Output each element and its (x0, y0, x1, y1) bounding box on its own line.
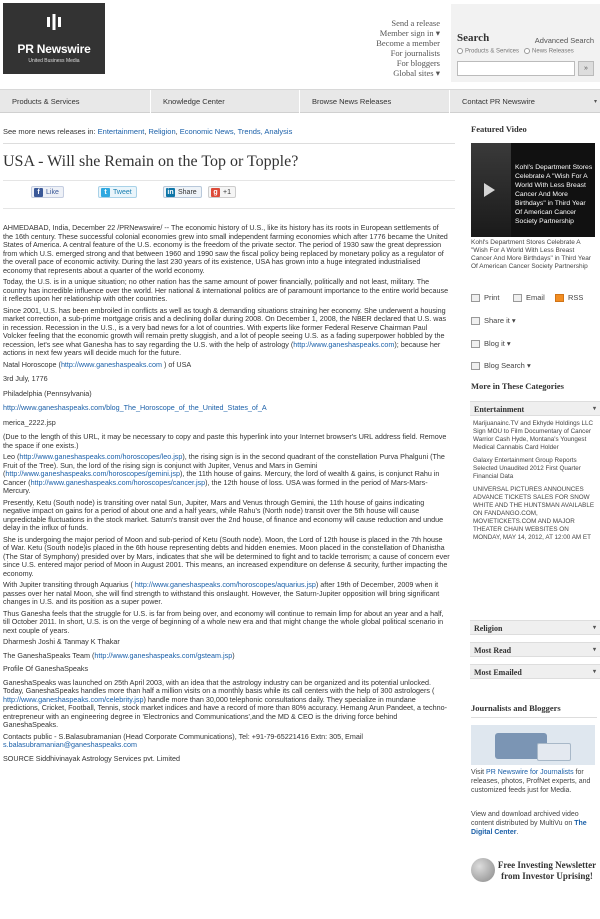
social-buttons (3, 186, 455, 202)
email-icon (513, 294, 522, 302)
blog-link-tail: merica_2222.jsp (3, 417, 56, 427)
blog-it-menu[interactable]: Blog it ▾ (471, 339, 511, 348)
chevron-down-icon: ▾ (592, 669, 596, 675)
most-read-header[interactable]: Most Read ▾ (470, 642, 600, 657)
ganeshaspeaks-link[interactable]: http://www.ganeshaspeaks.com (60, 359, 163, 369)
nav-browse-news[interactable]: Browse News Releases (299, 90, 449, 113)
paragraph-jupiter: With Jupiter transiting through Aquarius ( http://www.ganeshaspeaks.com/horoscopes/aquarius.jsp) after 19th of December, 2009 when it passes over her natal Moon, she will find strength to withstand this onslaught. However, the Saturn-Jupiter opposition will bring significant changes in U.S. and its position as a super power. (3, 580, 440, 606)
main-nav (0, 89, 600, 113)
nav-contact[interactable]: Contact PR Newswire (449, 90, 600, 113)
rss-button[interactable]: RSS (555, 293, 583, 302)
logo-mark-icon (45, 13, 63, 31)
contact-email-link[interactable]: s.balasubramanian@ganeshaspeaks.com (3, 740, 137, 749)
divider (3, 208, 455, 209)
featured-video-player[interactable] (471, 143, 595, 237)
products-radio[interactable] (457, 48, 463, 54)
category-economic-link[interactable]: Economic News, Trends, Analysis (179, 127, 293, 136)
divider (3, 180, 455, 181)
journalists-bloggers-title: Journalists and Bloggers (471, 703, 561, 713)
digital-center-promo: View and download archived video content distributed by MultiVu on The Digital Center. (471, 811, 587, 836)
blog-icon (471, 340, 480, 348)
paragraph-ketu: Presently, Ketu (South node) is transiting over natal Sun, Jupiter, Mars and Venus through Gemini, the 11th house of gains indicating negative impact on gains for a period of about one and a half years, while Rahu's (North node) transit over the 5th house will cause unpredictable fluctuations in the stock market. Saturn's transit over the 2nd house, of finance and economy will cause reduction and undue delay in the influx of funds. (3, 497, 444, 532)
google-plus-icon: g (211, 188, 220, 197)
main-content (0, 113, 460, 919)
sidebar (467, 113, 600, 919)
nav-knowledge-center[interactable]: Knowledge Center (150, 90, 299, 113)
authors-line: Dharmesh Joshi & Tanmay K Thakar (3, 637, 120, 646)
newsletter-text: Free Investing Newsletter from Investor Uprising! (497, 860, 597, 881)
email-button[interactable]: Email (513, 293, 545, 302)
send-release-link[interactable]: Send a release (391, 18, 440, 28)
tweet-button[interactable] (98, 186, 137, 198)
plus-one-label: +1 (223, 189, 231, 196)
paragraph-profile: GaneshaSpeaks was launched on 25th April 2003, with an idea that the astrology industry can be organized and its potential unlocked. Today, GaneshaSpeaks handles more than half a million visits on a monthly basis while its call centers with the help of 300 astrologers ( http://www.ganeshaspeaks.com/celebrity.jsp) handle more than 30,000 telephonic consultations daily. They specialize in mundane predictions, Cricket, Football, Tennis, stock market indices and have a record of more than 80% accuracy. Hemang Arun Pandeet, a techno-entrepreneur with an engineering degree in 'Electronics and Communications',and the MD & CEO is the driving force behind GaneshaSpeaks. (3, 677, 447, 729)
print-icon (471, 294, 480, 302)
gsteam-link[interactable]: http://www.ganeshaspeaks.com/gsteam.jsp (94, 650, 233, 660)
facebook-like-button[interactable] (31, 186, 64, 198)
cancer-link[interactable]: http://www.ganeshaspeaks.com/horoscopes/cancer.jsp (30, 477, 206, 487)
logo-name: PR Newswire (17, 42, 91, 56)
profile-heading: Profile Of GaneshaSpeaks (3, 664, 89, 673)
divider (471, 717, 597, 718)
top-links (376, 18, 440, 78)
celebrity-link[interactable]: http://www.ganeshaspeaks.com/celebrity.jsp (3, 694, 144, 704)
article-title: USA - Will she Remain on the Top or Topple? (3, 153, 299, 170)
member-sign-in-link[interactable]: Member sign in ▾ (379, 28, 440, 38)
category-religion-link[interactable]: Religion (148, 127, 176, 136)
linkedin-icon: in (167, 189, 174, 196)
source-line: SOURCE Siddhivinayak Astrology Services pvt. Limited (3, 753, 180, 763)
news-radio[interactable] (524, 48, 530, 54)
facebook-icon: f (34, 188, 43, 197)
list-item[interactable]: UNIVERSAL PICTURES ANNOUNCES ADVANCE TICKETS SALES FOR SNOW WHITE AND THE HUNTSMAN AVAILABLE ON FANDANGO.COM, MOVIETICKETS.COM AND MAJOR THEATER CHAIN WEBSITES ON MONDAY, MAY 14, 2012, AT 12:00 AM ET (473, 486, 595, 541)
blog-search-menu[interactable]: Blog Search ▾ (471, 361, 531, 370)
journalists-promo: Visit PR Newswire for Journalists for releases, photos, ProfNet experts, and customized feeds just for Media. (471, 769, 591, 794)
date-line: 3rd July, 1776 (3, 374, 48, 383)
investing-newsletter-promo[interactable] (471, 858, 597, 918)
paragraph-moon: She is undergoing the major period of Moon and sub-period of Ketu (South node). Moon, the Lord of 12th house is placed in the 7th house of War. Ketu (South node)is placed in the 6th house representing debts and hidden enemies. Moon placed in the constellation of Dhanistha (The Star of Symphony) presided over by Mars, indicates that she will be determined to fight and to tackle terrorism; a cause of concern ever since U.S. entered major period of Moon in August 2001. This means, an increased expenditure on defense & security, further impacting the economy. (3, 534, 450, 578)
digital-center-link[interactable]: The Digital Center (471, 820, 587, 836)
global-sites-link[interactable]: Global sites ▾ (393, 68, 440, 78)
become-member-link[interactable]: Become a member (376, 38, 440, 48)
paragraph-intro: AHMEDABAD, India, December 22 /PRNewswire/ -- The economic history of U.S., like its history has its roots in European settlements of the 16th century. These successful colonial economies grew into small independent farming economies which after 1776 became the United States of America. A central feature of the U.S. economy is the freedom of the private sector. The period of 1930 saw the great depression from which U.S. emerged strong and that between 1960 and 1990 saw the fiscal policy being replaced by monetary policy as a regulator of the overall pace of economic activity. During the last 230 years of its existence, USA has grown into a huge integrated industrialised economy that represents about a quarter of the world economy. (3, 223, 448, 275)
paragraph-conclusion: Thus Ganesha feels that the struggle for U.S. is far from being over, and economy will continue to remain limp for about an year and a half, till October 2011. In short, U.S. is on the verge of beginning of a whole new era and that might change the whole global political scenario in next couple of years. (3, 608, 444, 635)
news-option-label: News Releases (532, 48, 574, 55)
logo-subtitle: United Business Media (28, 58, 80, 64)
linkedin-share-button[interactable] (163, 186, 202, 198)
video-overlay-text: Kohl's Department Stores Celebrate A "Wish For A World With Less Breast Cancer And More Birthdays" in Third Year Of American Cancer Society Partnership (515, 164, 593, 225)
search-input[interactable] (457, 61, 575, 76)
chevron-down-icon: ▾ (592, 647, 596, 653)
newsletter-globe-icon (471, 858, 495, 882)
pr-newswire-journalists-link[interactable]: PR Newswire for Journalists (486, 769, 574, 776)
tweet-label: Tweet (113, 189, 132, 196)
nav-dropdown-arrow-icon[interactable]: ▾ (593, 99, 597, 105)
like-label: Like (46, 189, 59, 196)
video-caption[interactable]: Kohl's Department Stores Celebrate A "Wish For A World With Less Breast Cancer And More Birthdays" in Third Year Of American Cancer Society Partnership (471, 239, 591, 270)
gemini-link[interactable]: http://www.ganeshaspeaks.com/horoscopes/gemini.jsp (5, 469, 180, 478)
entertainment-list (473, 420, 597, 547)
paragraph-recession: Since 2001, U.S. has been embroiled in conflicts as well as tough & demanding situations straining her economy. She underwent a housing market correction, a sub-prime mortgage crisis and a declining dollar during 2008. On December 1, 2008, the NBER declared that U.S. was in recession. Recession in the U.S., is a very bad news for a lot of countries. With experts like former Federal Reserve Chairman Paul Volcker feeling that the economic growth will remain pretty sluggish, and a lot of people seeing U.S. as a fading superpower hobbled by the recession, let's see what Ganesha has to say regarding the U.S. with the help of astrology (http://www.ganeshaspeaks.com); because her actions in next few years will decide much for the future. (3, 305, 447, 357)
for-journalists-link[interactable]: For journalists (390, 48, 440, 58)
see-more-label: See more news releases in: (3, 127, 96, 136)
share-icon (471, 317, 480, 325)
journalists-image[interactable] (471, 725, 595, 765)
search-go-button[interactable]: » (578, 61, 594, 76)
paragraph-natal: Natal Horoscope (http://www.ganeshaspeaks.com ) of USA (3, 359, 192, 369)
category-entertainment-header[interactable]: Entertainment ▾ (470, 401, 600, 416)
chevron-down-icon: ▾ (592, 625, 596, 631)
aquarius-link[interactable]: http://www.ganeshaspeaks.com/horoscopes/aquarius.jsp (134, 580, 316, 589)
blog-search-icon (471, 362, 480, 370)
pr-newswire-logo[interactable] (3, 3, 105, 74)
blog-link[interactable]: http://www.ganeshaspeaks.com/blog_The_Horoscope_of_the_United_States_of_A (3, 403, 267, 412)
advanced-search-link[interactable]: Advanced Search (534, 36, 594, 45)
place-line: Philadelphia (Pennsylvania) (3, 388, 92, 398)
rss-icon (555, 294, 564, 302)
url-note: (Due to the length of this URL, it may be necessary to copy and paste this hyperlink into your Internet browser's URL address field. Remove the space if one exists.) (3, 432, 447, 450)
search-panel (451, 4, 600, 82)
see-more-releases: See more news releases in: Entertainment, Religion, Economic News, Trends, Analysis (3, 127, 293, 136)
contact-line: Contacts public - S.Balasubramanian (Head Corporate Communications), Tel: +91-79-65221416 Extn: 305, Email (3, 731, 364, 741)
featured-video-title: Featured Video (471, 124, 527, 134)
for-bloggers-link[interactable]: For bloggers (396, 58, 440, 68)
ganeshaspeaks-link[interactable]: http://www.ganeshaspeaks.com (293, 339, 395, 349)
leo-link[interactable]: http://www.ganeshaspeaks.com/horoscopes/leo.jsp (19, 452, 183, 461)
chevron-down-icon: ▾ (592, 406, 596, 412)
twitter-icon: t (101, 188, 110, 197)
category-entertainment-link[interactable]: Entertainment (97, 127, 145, 136)
site-header (0, 0, 600, 82)
paragraph-today: Today, the U.S. is in a unique situation; no other nation has the same amount of power financially, politically and not least, military. The country has incredible influence over the world. Her national & international politics are of paramount importance to the entire world because it reflects upon her relationship with other countries. (3, 277, 449, 303)
list-item[interactable]: Galaxy Entertainment Group Reports Selected Unaudited 2012 First Quarter Financial Data (473, 457, 581, 480)
category-religion-header[interactable]: Religion ▾ (470, 620, 600, 635)
divider (3, 143, 455, 144)
more-categories-title: More in These Categories (471, 381, 564, 391)
share-label: Share (178, 189, 197, 196)
paragraph-leo: Leo (http://www.ganeshaspeaks.com/horoscopes/leo.jsp), the rising sign is in the second quadrant of the constellation Purva Phalguni (The Fruit of the Tree). Sun, the lord of the rising sign is conjunct with Jupiter, Venus and Mars in Gemini (http://www.ganeshaspeaks.com/horoscopes/gemini.jsp), the 11th house of gains. Mercury, the lord of wealth & gains, is conjunct Rahu in Cancer (http://www.ganeshaspeaks.com/horoscopes/cancer.jsp), the 12th house of loss. USA was formed in the period of Mars-Mars-Mercury. (3, 452, 445, 495)
article-body (3, 224, 450, 763)
nav-products-services[interactable]: Products & Services (12, 97, 80, 106)
print-button[interactable]: Print (471, 293, 499, 302)
products-option-label: Products & Services (465, 48, 520, 55)
team-line: The GaneshaSpeaks Team (http://www.ganeshaspeaks.com/gsteam.jsp) (3, 650, 235, 660)
most-emailed-header[interactable]: Most Emailed ▾ (470, 664, 600, 679)
search-options (457, 48, 574, 55)
play-icon[interactable] (484, 183, 495, 197)
list-item[interactable]: Marijuanainc.TV and Ekhyde Holdings LLC Sign MOU to Film Documentary of Cancer Warrior Cash Hyde, Montana's Youngest Medical Cannabis Card Holder (473, 420, 594, 451)
share-it-menu[interactable]: Share it ▾ (471, 316, 516, 325)
google-plus-button[interactable] (208, 186, 236, 198)
search-title: Search (457, 32, 490, 44)
